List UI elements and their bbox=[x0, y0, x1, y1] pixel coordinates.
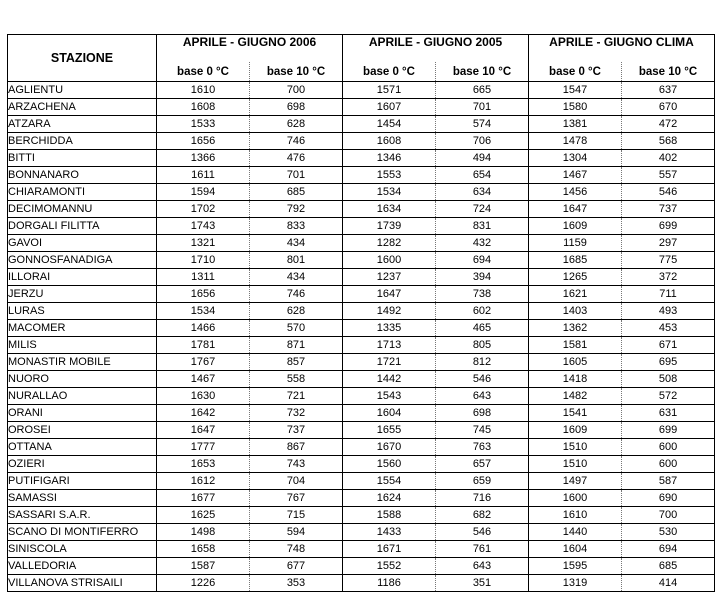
value-2006-base0: 1710 bbox=[157, 252, 250, 269]
station-name: VILLANOVA STRISAILI bbox=[8, 575, 157, 592]
value-2006-base10: 801 bbox=[250, 252, 343, 269]
value-2006-base10: 570 bbox=[250, 320, 343, 337]
value-2006-base10: 434 bbox=[250, 235, 343, 252]
base0-header-clima: base 0 °C bbox=[529, 62, 622, 81]
value-clima-base10: 737 bbox=[622, 201, 715, 218]
station-column-header: STAZIONE bbox=[8, 35, 157, 82]
value-2005-base0: 1607 bbox=[343, 99, 436, 116]
value-2006-base0: 1610 bbox=[157, 82, 250, 99]
value-2005-base0: 1335 bbox=[343, 320, 436, 337]
station-name: OTTANA bbox=[8, 439, 157, 456]
value-2006-base0: 1656 bbox=[157, 286, 250, 303]
value-2005-base0: 1739 bbox=[343, 218, 436, 235]
value-2006-base0: 1587 bbox=[157, 558, 250, 575]
value-2005-base0: 1721 bbox=[343, 354, 436, 371]
value-2006-base10: 698 bbox=[250, 99, 343, 116]
value-2005-base10: 682 bbox=[436, 507, 529, 524]
value-clima-base0: 1510 bbox=[529, 456, 622, 473]
value-2005-base10: 738 bbox=[436, 286, 529, 303]
value-2006-base0: 1630 bbox=[157, 388, 250, 405]
value-clima-base0: 1467 bbox=[529, 167, 622, 184]
value-2006-base10: 767 bbox=[250, 490, 343, 507]
value-2005-base10: 654 bbox=[436, 167, 529, 184]
value-clima-base0: 1610 bbox=[529, 507, 622, 524]
table-row bbox=[8, 524, 715, 541]
value-2005-base0: 1186 bbox=[343, 575, 436, 592]
value-2006-base10: 746 bbox=[250, 133, 343, 150]
value-clima-base10: 546 bbox=[622, 184, 715, 201]
station-name: ORANI bbox=[8, 405, 157, 422]
table-row bbox=[8, 116, 715, 133]
value-2005-base0: 1433 bbox=[343, 524, 436, 541]
value-clima-base0: 1595 bbox=[529, 558, 622, 575]
value-2006-base0: 1743 bbox=[157, 218, 250, 235]
value-2005-base10: 602 bbox=[436, 303, 529, 320]
table-row bbox=[8, 558, 715, 575]
table-row bbox=[8, 252, 715, 269]
value-2006-base0: 1611 bbox=[157, 167, 250, 184]
table-row bbox=[8, 82, 715, 99]
value-clima-base0: 1418 bbox=[529, 371, 622, 388]
base10-header-2006: base 10 °C bbox=[250, 62, 343, 81]
value-2005-base0: 1655 bbox=[343, 422, 436, 439]
base10-header-2005: base 10 °C bbox=[436, 62, 529, 81]
table-row bbox=[8, 405, 715, 422]
value-2006-base0: 1767 bbox=[157, 354, 250, 371]
value-clima-base10: 414 bbox=[622, 575, 715, 592]
table-row bbox=[8, 235, 715, 252]
value-clima-base10: 631 bbox=[622, 405, 715, 422]
base0-header-2006: base 0 °C bbox=[157, 62, 250, 81]
value-2005-base10: 465 bbox=[436, 320, 529, 337]
value-clima-base0: 1265 bbox=[529, 269, 622, 286]
value-2005-base0: 1647 bbox=[343, 286, 436, 303]
value-clima-base0: 1580 bbox=[529, 99, 622, 116]
value-clima-base10: 600 bbox=[622, 439, 715, 456]
value-clima-base0: 1478 bbox=[529, 133, 622, 150]
value-2006-base0: 1777 bbox=[157, 439, 250, 456]
value-2006-base0: 1594 bbox=[157, 184, 250, 201]
value-2006-base0: 1702 bbox=[157, 201, 250, 218]
value-clima-base0: 1497 bbox=[529, 473, 622, 490]
station-name: SINISCOLA bbox=[8, 541, 157, 558]
period-header-clima: APRILE - GIUGNO CLIMA bbox=[529, 35, 715, 63]
value-2005-base0: 1492 bbox=[343, 303, 436, 320]
value-2005-base10: 643 bbox=[436, 388, 529, 405]
value-2006-base10: 476 bbox=[250, 150, 343, 167]
value-2006-base10: 353 bbox=[250, 575, 343, 592]
value-clima-base10: 670 bbox=[622, 99, 715, 116]
value-2005-base0: 1604 bbox=[343, 405, 436, 422]
period-header-2006: APRILE - GIUGNO 2006 bbox=[157, 35, 343, 63]
period-header-2005: APRILE - GIUGNO 2005 bbox=[343, 35, 529, 63]
value-2006-base0: 1226 bbox=[157, 575, 250, 592]
value-clima-base10: 508 bbox=[622, 371, 715, 388]
value-2006-base10: 857 bbox=[250, 354, 343, 371]
value-2006-base0: 1321 bbox=[157, 235, 250, 252]
station-name: ILLORAI bbox=[8, 269, 157, 286]
value-2006-base10: 792 bbox=[250, 201, 343, 218]
value-2005-base0: 1553 bbox=[343, 167, 436, 184]
growing-degree-days-table bbox=[7, 34, 715, 592]
station-name: MONASTIR MOBILE bbox=[8, 354, 157, 371]
value-2005-base0: 1608 bbox=[343, 133, 436, 150]
value-clima-base10: 493 bbox=[622, 303, 715, 320]
value-2006-base10: 743 bbox=[250, 456, 343, 473]
value-2005-base0: 1588 bbox=[343, 507, 436, 524]
value-2006-base0: 1311 bbox=[157, 269, 250, 286]
table-row bbox=[8, 320, 715, 337]
value-2006-base0: 1656 bbox=[157, 133, 250, 150]
table-header bbox=[8, 35, 715, 82]
value-clima-base10: 711 bbox=[622, 286, 715, 303]
value-2005-base10: 763 bbox=[436, 439, 529, 456]
value-clima-base0: 1403 bbox=[529, 303, 622, 320]
value-clima-base10: 530 bbox=[622, 524, 715, 541]
value-2006-base10: 867 bbox=[250, 439, 343, 456]
value-2005-base0: 1571 bbox=[343, 82, 436, 99]
value-2006-base0: 1534 bbox=[157, 303, 250, 320]
table-row bbox=[8, 422, 715, 439]
value-2005-base0: 1634 bbox=[343, 201, 436, 218]
value-clima-base10: 637 bbox=[622, 82, 715, 99]
value-2005-base10: 706 bbox=[436, 133, 529, 150]
value-2005-base10: 657 bbox=[436, 456, 529, 473]
value-clima-base10: 472 bbox=[622, 116, 715, 133]
value-2006-base10: 628 bbox=[250, 116, 343, 133]
value-2005-base0: 1552 bbox=[343, 558, 436, 575]
value-2005-base0: 1560 bbox=[343, 456, 436, 473]
station-name: PUTIFIGARI bbox=[8, 473, 157, 490]
station-name: OZIERI bbox=[8, 456, 157, 473]
value-2005-base0: 1454 bbox=[343, 116, 436, 133]
value-2005-base0: 1534 bbox=[343, 184, 436, 201]
value-clima-base0: 1456 bbox=[529, 184, 622, 201]
value-2005-base10: 665 bbox=[436, 82, 529, 99]
value-clima-base10: 690 bbox=[622, 490, 715, 507]
station-name: NUORO bbox=[8, 371, 157, 388]
value-clima-base10: 775 bbox=[622, 252, 715, 269]
value-2005-base10: 432 bbox=[436, 235, 529, 252]
value-2006-base10: 748 bbox=[250, 541, 343, 558]
value-clima-base0: 1604 bbox=[529, 541, 622, 558]
station-name: AGLIENTU bbox=[8, 82, 157, 99]
value-2006-base10: 721 bbox=[250, 388, 343, 405]
station-name: GONNOSFANADIGA bbox=[8, 252, 157, 269]
value-2006-base10: 700 bbox=[250, 82, 343, 99]
value-2006-base0: 1658 bbox=[157, 541, 250, 558]
value-clima-base10: 453 bbox=[622, 320, 715, 337]
table-row bbox=[8, 167, 715, 184]
table-row bbox=[8, 507, 715, 524]
value-clima-base0: 1440 bbox=[529, 524, 622, 541]
value-clima-base0: 1541 bbox=[529, 405, 622, 422]
value-2006-base10: 628 bbox=[250, 303, 343, 320]
station-name: ATZARA bbox=[8, 116, 157, 133]
value-clima-base0: 1621 bbox=[529, 286, 622, 303]
value-clima-base0: 1609 bbox=[529, 218, 622, 235]
table-row bbox=[8, 337, 715, 354]
value-clima-base10: 700 bbox=[622, 507, 715, 524]
value-2005-base0: 1543 bbox=[343, 388, 436, 405]
value-clima-base0: 1510 bbox=[529, 439, 622, 456]
value-2005-base10: 745 bbox=[436, 422, 529, 439]
value-2005-base10: 716 bbox=[436, 490, 529, 507]
table-row bbox=[8, 269, 715, 286]
value-2005-base0: 1671 bbox=[343, 541, 436, 558]
table-row bbox=[8, 541, 715, 558]
value-2005-base10: 694 bbox=[436, 252, 529, 269]
table-row bbox=[8, 575, 715, 592]
value-2006-base10: 737 bbox=[250, 422, 343, 439]
value-clima-base10: 372 bbox=[622, 269, 715, 286]
value-2005-base10: 546 bbox=[436, 524, 529, 541]
value-2006-base10: 871 bbox=[250, 337, 343, 354]
value-2005-base10: 761 bbox=[436, 541, 529, 558]
station-name: ARZACHENA bbox=[8, 99, 157, 116]
value-2005-base10: 659 bbox=[436, 473, 529, 490]
value-clima-base0: 1685 bbox=[529, 252, 622, 269]
table-row bbox=[8, 303, 715, 320]
value-2005-base10: 494 bbox=[436, 150, 529, 167]
station-name: LURAS bbox=[8, 303, 157, 320]
value-2006-base0: 1781 bbox=[157, 337, 250, 354]
value-2006-base10: 558 bbox=[250, 371, 343, 388]
value-2005-base0: 1624 bbox=[343, 490, 436, 507]
station-name: JERZU bbox=[8, 286, 157, 303]
value-2005-base10: 643 bbox=[436, 558, 529, 575]
value-2006-base0: 1498 bbox=[157, 524, 250, 541]
station-name: DORGALI FILITTA bbox=[8, 218, 157, 235]
value-clima-base10: 568 bbox=[622, 133, 715, 150]
value-2006-base10: 704 bbox=[250, 473, 343, 490]
station-name: VALLEDORIA bbox=[8, 558, 157, 575]
station-name: SCANO DI MONTIFERRO bbox=[8, 524, 157, 541]
table-row bbox=[8, 286, 715, 303]
value-2006-base0: 1642 bbox=[157, 405, 250, 422]
station-name: OROSEI bbox=[8, 422, 157, 439]
value-2006-base10: 594 bbox=[250, 524, 343, 541]
value-2006-base0: 1625 bbox=[157, 507, 250, 524]
value-clima-base0: 1482 bbox=[529, 388, 622, 405]
table-row bbox=[8, 354, 715, 371]
table-row bbox=[8, 371, 715, 388]
value-2006-base10: 732 bbox=[250, 405, 343, 422]
value-clima-base10: 557 bbox=[622, 167, 715, 184]
value-clima-base10: 297 bbox=[622, 235, 715, 252]
value-clima-base10: 587 bbox=[622, 473, 715, 490]
value-clima-base0: 1547 bbox=[529, 82, 622, 99]
table-row bbox=[8, 99, 715, 116]
value-clima-base0: 1581 bbox=[529, 337, 622, 354]
station-name: BERCHIDDA bbox=[8, 133, 157, 150]
value-2006-base10: 701 bbox=[250, 167, 343, 184]
value-2005-base10: 698 bbox=[436, 405, 529, 422]
value-2006-base10: 715 bbox=[250, 507, 343, 524]
station-name: DECIMOMANNU bbox=[8, 201, 157, 218]
value-2005-base10: 394 bbox=[436, 269, 529, 286]
table-row bbox=[8, 490, 715, 507]
value-2006-base0: 1467 bbox=[157, 371, 250, 388]
value-clima-base10: 685 bbox=[622, 558, 715, 575]
value-2005-base0: 1600 bbox=[343, 252, 436, 269]
value-clima-base10: 671 bbox=[622, 337, 715, 354]
value-2005-base10: 831 bbox=[436, 218, 529, 235]
station-name: NURALLAO bbox=[8, 388, 157, 405]
value-2005-base10: 701 bbox=[436, 99, 529, 116]
value-2006-base10: 434 bbox=[250, 269, 343, 286]
value-2006-base10: 685 bbox=[250, 184, 343, 201]
value-clima-base0: 1381 bbox=[529, 116, 622, 133]
value-2005-base0: 1670 bbox=[343, 439, 436, 456]
table-body bbox=[8, 82, 715, 592]
value-clima-base10: 572 bbox=[622, 388, 715, 405]
value-2006-base0: 1533 bbox=[157, 116, 250, 133]
value-2005-base10: 634 bbox=[436, 184, 529, 201]
value-2006-base10: 833 bbox=[250, 218, 343, 235]
station-name: BONNANARO bbox=[8, 167, 157, 184]
value-clima-base10: 695 bbox=[622, 354, 715, 371]
value-clima-base0: 1304 bbox=[529, 150, 622, 167]
station-name: MILIS bbox=[8, 337, 157, 354]
table-row bbox=[8, 456, 715, 473]
value-clima-base10: 699 bbox=[622, 218, 715, 235]
value-2005-base10: 351 bbox=[436, 575, 529, 592]
value-clima-base0: 1159 bbox=[529, 235, 622, 252]
value-2006-base10: 746 bbox=[250, 286, 343, 303]
value-2006-base0: 1647 bbox=[157, 422, 250, 439]
value-2006-base0: 1653 bbox=[157, 456, 250, 473]
table-row bbox=[8, 201, 715, 218]
value-2005-base0: 1346 bbox=[343, 150, 436, 167]
station-name: GAVOI bbox=[8, 235, 157, 252]
value-2006-base0: 1677 bbox=[157, 490, 250, 507]
station-name: MACOMER bbox=[8, 320, 157, 337]
value-2006-base0: 1366 bbox=[157, 150, 250, 167]
table-row bbox=[8, 133, 715, 150]
value-2005-base10: 724 bbox=[436, 201, 529, 218]
table-row bbox=[8, 439, 715, 456]
station-name: BITTI bbox=[8, 150, 157, 167]
station-name: CHIARAMONTI bbox=[8, 184, 157, 201]
table-row bbox=[8, 388, 715, 405]
station-name: SAMASSI bbox=[8, 490, 157, 507]
value-2005-base0: 1442 bbox=[343, 371, 436, 388]
value-clima-base0: 1609 bbox=[529, 422, 622, 439]
value-clima-base10: 699 bbox=[622, 422, 715, 439]
value-2006-base0: 1608 bbox=[157, 99, 250, 116]
value-2005-base0: 1282 bbox=[343, 235, 436, 252]
value-2005-base10: 574 bbox=[436, 116, 529, 133]
value-2005-base10: 546 bbox=[436, 371, 529, 388]
table-row bbox=[8, 218, 715, 235]
value-2005-base0: 1554 bbox=[343, 473, 436, 490]
value-2005-base10: 812 bbox=[436, 354, 529, 371]
value-clima-base0: 1600 bbox=[529, 490, 622, 507]
value-clima-base10: 402 bbox=[622, 150, 715, 167]
table-row bbox=[8, 150, 715, 167]
value-clima-base0: 1605 bbox=[529, 354, 622, 371]
value-clima-base10: 694 bbox=[622, 541, 715, 558]
value-2005-base10: 805 bbox=[436, 337, 529, 354]
value-clima-base0: 1319 bbox=[529, 575, 622, 592]
base10-header-clima: base 10 °C bbox=[622, 62, 715, 81]
station-name: SASSARI S.A.R. bbox=[8, 507, 157, 524]
value-2006-base0: 1466 bbox=[157, 320, 250, 337]
value-clima-base0: 1362 bbox=[529, 320, 622, 337]
value-2006-base10: 677 bbox=[250, 558, 343, 575]
value-2005-base0: 1713 bbox=[343, 337, 436, 354]
value-clima-base0: 1647 bbox=[529, 201, 622, 218]
value-2005-base0: 1237 bbox=[343, 269, 436, 286]
value-2006-base0: 1612 bbox=[157, 473, 250, 490]
value-clima-base10: 600 bbox=[622, 456, 715, 473]
table-row bbox=[8, 473, 715, 490]
table-row bbox=[8, 184, 715, 201]
base0-header-2005: base 0 °C bbox=[343, 62, 436, 81]
